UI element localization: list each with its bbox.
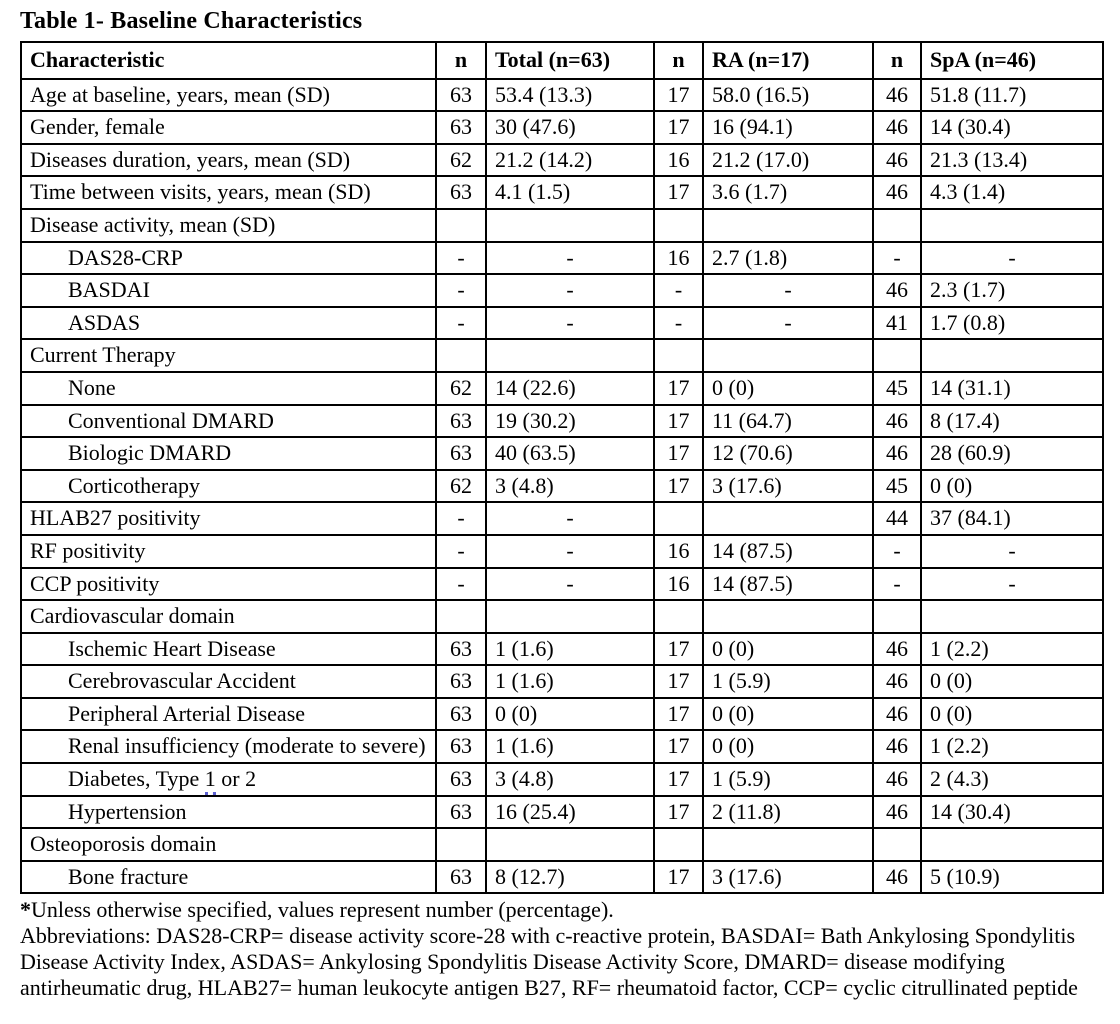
value-cell: 16 (94.1) <box>703 111 873 144</box>
row-label: Age at baseline, years, mean (SD) <box>21 79 436 112</box>
n-cell: - <box>436 242 486 275</box>
row-label: Cardiovascular domain <box>21 600 436 633</box>
value-cell: - <box>486 307 654 340</box>
row-label: Time between visits, years, mean (SD) <box>21 176 436 209</box>
value-cell: 12 (70.6) <box>703 437 873 470</box>
n-cell: 62 <box>436 372 486 405</box>
value-cell: 28 (60.9) <box>921 437 1103 470</box>
value-cell: 40 (63.5) <box>486 437 654 470</box>
header-n-total: n <box>436 42 486 79</box>
n-cell: 46 <box>873 111 921 144</box>
n-cell: 17 <box>654 470 703 503</box>
value-cell <box>703 339 873 372</box>
baseline-characteristics-table <box>20 41 1104 894</box>
value-cell <box>921 828 1103 861</box>
header-n-ra: n <box>654 42 703 79</box>
value-cell: 1 (2.2) <box>921 730 1103 763</box>
value-cell <box>486 828 654 861</box>
value-cell: 1 (5.9) <box>703 665 873 698</box>
value-cell: 1 (1.6) <box>486 665 654 698</box>
n-cell: 46 <box>873 274 921 307</box>
footnote-abbreviations: Abbreviations: DAS28-CRP= disease activity score-28 with c-reactive protein, BASDAI= Bath Ankylosing Spondylitis Disease Activity Index, ASDAS= Ankylosing Spondylitis Disease Activity Score, DMARD= disease modifying antirheumatic drug, HLAB27= human leukocyte antigen B27, RF= rheumatoid factor, CCP= cyclic citrullinated peptide <box>20 923 1078 1001</box>
table-row <box>21 209 1103 242</box>
value-cell: 0 (0) <box>921 698 1103 731</box>
value-cell <box>486 600 654 633</box>
value-cell <box>703 600 873 633</box>
n-cell: 17 <box>654 176 703 209</box>
value-cell: 19 (30.2) <box>486 405 654 438</box>
n-cell: 17 <box>654 730 703 763</box>
value-cell: 51.8 (11.7) <box>921 79 1103 112</box>
row-label: Diseases duration, years, mean (SD) <box>21 144 436 177</box>
n-cell: 63 <box>436 730 486 763</box>
value-cell: 0 (0) <box>486 698 654 731</box>
row-label: Cerebrovascular Accident <box>21 665 436 698</box>
n-cell <box>654 209 703 242</box>
value-cell: 14 (30.4) <box>921 111 1103 144</box>
n-cell <box>873 600 921 633</box>
value-cell: - <box>486 535 654 568</box>
n-cell: 46 <box>873 79 921 112</box>
header-total: Total (n=63) <box>486 42 654 79</box>
value-cell: - <box>486 502 654 535</box>
row-label: Biologic DMARD <box>21 437 436 470</box>
table-row <box>21 568 1103 601</box>
table-row <box>21 307 1103 340</box>
value-cell: 3 (17.6) <box>703 861 873 894</box>
value-cell: 3 (4.8) <box>486 470 654 503</box>
row-label: Renal insufficiency (moderate to severe) <box>21 730 436 763</box>
n-cell: 17 <box>654 763 703 796</box>
n-cell: 46 <box>873 730 921 763</box>
n-cell: 62 <box>436 144 486 177</box>
row-label: Gender, female <box>21 111 436 144</box>
row-label: Peripheral Arterial Disease <box>21 698 436 731</box>
n-cell: 46 <box>873 796 921 829</box>
value-cell: 0 (0) <box>703 730 873 763</box>
n-cell: 63 <box>436 698 486 731</box>
n-cell: - <box>873 568 921 601</box>
value-cell: 14 (87.5) <box>703 568 873 601</box>
n-cell <box>654 828 703 861</box>
n-cell: 46 <box>873 698 921 731</box>
n-cell: 44 <box>873 502 921 535</box>
value-cell: 5 (10.9) <box>921 861 1103 894</box>
value-cell: 1 (2.2) <box>921 633 1103 666</box>
n-cell <box>873 828 921 861</box>
value-cell: 2.3 (1.7) <box>921 274 1103 307</box>
value-cell: 2 (4.3) <box>921 763 1103 796</box>
n-cell: - <box>436 307 486 340</box>
table-row <box>21 665 1103 698</box>
row-label: CCP positivity <box>21 568 436 601</box>
n-cell: 17 <box>654 796 703 829</box>
header-spa: SpA (n=46) <box>921 42 1103 79</box>
row-label: Conventional DMARD <box>21 405 436 438</box>
n-cell: 63 <box>436 796 486 829</box>
n-cell: 63 <box>436 633 486 666</box>
value-cell: 3 (4.8) <box>486 763 654 796</box>
n-cell: - <box>873 242 921 275</box>
n-cell: - <box>654 307 703 340</box>
value-cell: 3 (17.6) <box>703 470 873 503</box>
n-cell: 16 <box>654 568 703 601</box>
table-row <box>21 796 1103 829</box>
value-cell: - <box>921 242 1103 275</box>
row-label: Bone fracture <box>21 861 436 894</box>
n-cell: 63 <box>436 111 486 144</box>
row-label: Osteoporosis domain <box>21 828 436 861</box>
table-row <box>21 730 1103 763</box>
n-cell: 63 <box>436 437 486 470</box>
value-cell: 0 (0) <box>703 698 873 731</box>
table-row <box>21 861 1103 894</box>
row-label: Disease activity, mean (SD) <box>21 209 436 242</box>
value-cell <box>921 600 1103 633</box>
value-cell: - <box>703 307 873 340</box>
row-label: Diabetes, Type 1 or 2 <box>21 763 436 796</box>
grammar-check-underline: 1 <box>205 766 216 795</box>
table-row <box>21 242 1103 275</box>
n-cell <box>436 828 486 861</box>
n-cell: 46 <box>873 176 921 209</box>
table-row <box>21 535 1103 568</box>
table-row <box>21 111 1103 144</box>
value-cell: - <box>486 274 654 307</box>
value-cell: 14 (30.4) <box>921 796 1103 829</box>
value-cell <box>486 209 654 242</box>
value-cell: 1 (1.6) <box>486 730 654 763</box>
n-cell <box>436 600 486 633</box>
row-label: DAS28-CRP <box>21 242 436 275</box>
table-row <box>21 372 1103 405</box>
value-cell: 1 (1.6) <box>486 633 654 666</box>
n-cell: 63 <box>436 763 486 796</box>
row-label: ASDAS <box>21 307 436 340</box>
row-label: Ischemic Heart Disease <box>21 633 436 666</box>
table-row <box>21 600 1103 633</box>
value-cell <box>703 502 873 535</box>
value-cell <box>703 209 873 242</box>
n-cell: - <box>436 568 486 601</box>
value-cell: 0 (0) <box>921 665 1103 698</box>
value-cell: - <box>921 568 1103 601</box>
n-cell: 41 <box>873 307 921 340</box>
n-cell: 62 <box>436 470 486 503</box>
header-row <box>21 42 1103 79</box>
value-cell: 16 (25.4) <box>486 796 654 829</box>
n-cell: 17 <box>654 633 703 666</box>
value-cell: 37 (84.1) <box>921 502 1103 535</box>
n-cell: - <box>873 535 921 568</box>
row-label: RF positivity <box>21 535 436 568</box>
n-cell: - <box>436 535 486 568</box>
n-cell: 46 <box>873 405 921 438</box>
table-row <box>21 274 1103 307</box>
table-row <box>21 828 1103 861</box>
value-cell: - <box>921 535 1103 568</box>
value-cell: 21.2 (17.0) <box>703 144 873 177</box>
n-cell <box>654 339 703 372</box>
n-cell: 17 <box>654 437 703 470</box>
n-cell: 17 <box>654 111 703 144</box>
value-cell: 14 (87.5) <box>703 535 873 568</box>
value-cell: 0 (0) <box>921 470 1103 503</box>
n-cell: 17 <box>654 405 703 438</box>
n-cell: 16 <box>654 144 703 177</box>
n-cell <box>436 339 486 372</box>
value-cell: 14 (31.1) <box>921 372 1103 405</box>
footnote-values <box>20 897 1110 923</box>
header-characteristic: Characteristic <box>21 42 436 79</box>
n-cell: 63 <box>436 176 486 209</box>
n-cell: - <box>436 502 486 535</box>
n-cell <box>873 209 921 242</box>
n-cell: 63 <box>436 79 486 112</box>
value-cell: 4.1 (1.5) <box>486 176 654 209</box>
header-n-spa: n <box>873 42 921 79</box>
table-row <box>21 79 1103 112</box>
n-cell <box>654 600 703 633</box>
value-cell: 1 (5.9) <box>703 763 873 796</box>
table-row <box>21 633 1103 666</box>
value-cell <box>703 828 873 861</box>
n-cell: 46 <box>873 861 921 894</box>
value-cell: 0 (0) <box>703 633 873 666</box>
n-cell: - <box>654 274 703 307</box>
row-label: HLAB27 positivity <box>21 502 436 535</box>
value-cell: 2.7 (1.8) <box>703 242 873 275</box>
footnote-asterisk: * <box>20 897 31 923</box>
row-label: None <box>21 372 436 405</box>
value-cell: 21.2 (14.2) <box>486 144 654 177</box>
value-cell: - <box>703 274 873 307</box>
n-cell: 45 <box>873 470 921 503</box>
row-label: BASDAI <box>21 274 436 307</box>
n-cell <box>436 209 486 242</box>
n-cell: 46 <box>873 437 921 470</box>
table-row <box>21 470 1103 503</box>
value-cell: 4.3 (1.4) <box>921 176 1103 209</box>
table-row <box>21 405 1103 438</box>
footnote-values-text: Unless otherwise specified, values represent number (percentage). <box>31 897 614 923</box>
n-cell: - <box>436 274 486 307</box>
n-cell: 63 <box>436 861 486 894</box>
value-cell <box>921 209 1103 242</box>
table-row <box>21 144 1103 177</box>
n-cell: 16 <box>654 242 703 275</box>
value-cell <box>921 339 1103 372</box>
value-cell: 14 (22.6) <box>486 372 654 405</box>
table-row <box>21 437 1103 470</box>
n-cell: 16 <box>654 535 703 568</box>
n-cell: 46 <box>873 665 921 698</box>
value-cell: 8 (12.7) <box>486 861 654 894</box>
n-cell: 46 <box>873 633 921 666</box>
n-cell: 17 <box>654 861 703 894</box>
value-cell: 1.7 (0.8) <box>921 307 1103 340</box>
value-cell: 2 (11.8) <box>703 796 873 829</box>
value-cell: 58.0 (16.5) <box>703 79 873 112</box>
value-cell: 21.3 (13.4) <box>921 144 1103 177</box>
table-row <box>21 698 1103 731</box>
table-row <box>21 763 1103 796</box>
value-cell <box>486 339 654 372</box>
value-cell: 0 (0) <box>703 372 873 405</box>
row-label: Corticotherapy <box>21 470 436 503</box>
n-cell: 17 <box>654 665 703 698</box>
n-cell: 17 <box>654 372 703 405</box>
table-row <box>21 176 1103 209</box>
value-cell: 3.6 (1.7) <box>703 176 873 209</box>
n-cell: 63 <box>436 405 486 438</box>
value-cell: - <box>486 242 654 275</box>
n-cell <box>654 502 703 535</box>
n-cell: 46 <box>873 144 921 177</box>
n-cell: 17 <box>654 79 703 112</box>
footnotes <box>20 897 1110 1001</box>
n-cell: 63 <box>436 665 486 698</box>
row-label: Hypertension <box>21 796 436 829</box>
value-cell: 30 (47.6) <box>486 111 654 144</box>
table-row <box>21 339 1103 372</box>
value-cell: - <box>486 568 654 601</box>
n-cell <box>873 339 921 372</box>
n-cell: 17 <box>654 698 703 731</box>
table-row <box>21 502 1103 535</box>
value-cell: 11 (64.7) <box>703 405 873 438</box>
header-ra: RA (n=17) <box>703 42 873 79</box>
value-cell: 53.4 (13.3) <box>486 79 654 112</box>
n-cell: 46 <box>873 763 921 796</box>
table-title: Table 1- Baseline Characteristics <box>20 8 363 34</box>
n-cell: 45 <box>873 372 921 405</box>
row-label: Current Therapy <box>21 339 436 372</box>
value-cell: 8 (17.4) <box>921 405 1103 438</box>
